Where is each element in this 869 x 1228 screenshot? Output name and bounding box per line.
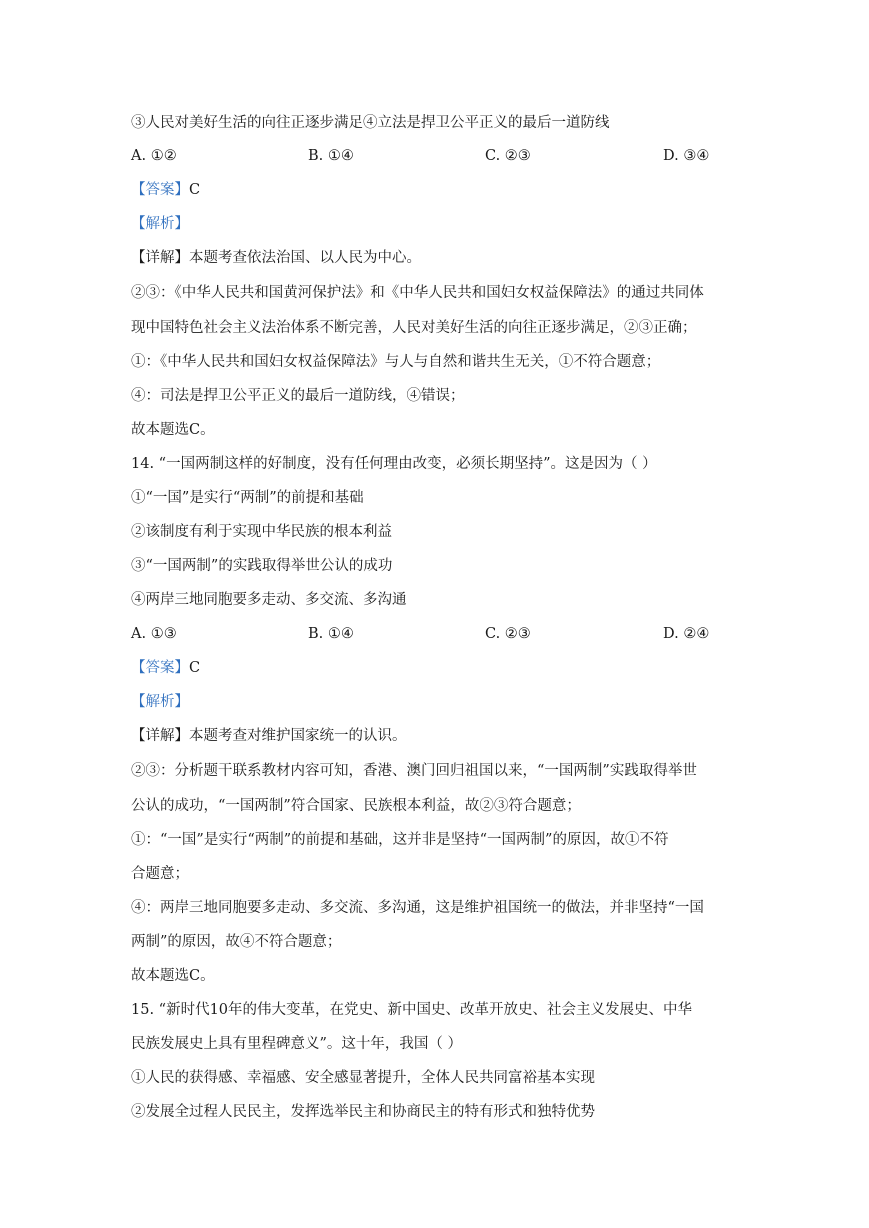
q13-detail bbox=[131, 248, 421, 268]
q13-option-c[interactable]: C. ②③ bbox=[485, 148, 531, 164]
q14-explanation-line-2: 公认的成功，“一国两制”符合国家、民族根本利益，故②③符合题意； bbox=[131, 798, 581, 814]
q13-explanation-line-3: ①：《中华人民共和国妇女权益保障法》与人与自然和谐共生无关，①不符合题意； bbox=[131, 354, 661, 370]
q14-answer-value: C bbox=[189, 660, 201, 676]
q14-explanation-line-1: ②③：分析题干联系教材内容可知，香港、澳门回归祖国以来，“一国两制”实践取得举世 bbox=[131, 763, 697, 779]
q13-answer-value: C bbox=[189, 182, 201, 198]
q15-statement-1: ①人民的获得感、幸福感、安全感显著提升，全体人民共同富裕基本实现 bbox=[131, 1070, 595, 1086]
q14-question: 14. “一国两制这样的好制度，没有任何理由改变，必须长期坚持”。这是因为（ ） bbox=[131, 456, 657, 472]
q14-option-a[interactable]: A. ①③ bbox=[131, 626, 177, 642]
q13-detail-text: 本题考查依法治国、以人民为中心。 bbox=[189, 250, 421, 266]
q14-option-b[interactable]: B. ①④ bbox=[308, 626, 354, 642]
q15-statement-2: ②发展全过程人民民主，发挥选举民主和协商民主的特有形式和独特优势 bbox=[131, 1104, 595, 1120]
q14-explanation-line-3: ①：“一国”是实行“两制”的前提和基础，这并非是坚持“一国两制”的原因，故①不符 bbox=[131, 832, 669, 848]
q14-answer bbox=[131, 658, 200, 678]
q13-answer bbox=[131, 180, 200, 200]
q13-explanation-line-4: ④：司法是捍卫公平正义的最后一道防线，④错误； bbox=[131, 388, 465, 404]
q14-detail bbox=[131, 726, 407, 746]
q15-question-line-1: 15. “新时代10年的伟大变革，在党史、新中国史、改革开放史、社会主义发展史、中华 bbox=[131, 1002, 693, 1018]
q14-option-d[interactable]: D. ②④ bbox=[663, 626, 710, 642]
q14-answer-label: 【答案】 bbox=[131, 660, 189, 676]
q13-explanation-line-1: ②③：《中华人民共和国黄河保护法》和《中华人民共和国妇女权益保障法》的通过共同体 bbox=[131, 285, 704, 301]
q14-statement-4: ④两岸三地同胞要多走动、多交流、多沟通 bbox=[131, 592, 407, 608]
q14-explanation-line-6: 两制”的原因，故④不符合题意； bbox=[131, 934, 342, 950]
q13-answer-label: 【答案】 bbox=[131, 182, 189, 198]
q14-statement-3: ③“一国两制”的实践取得举世公认的成功 bbox=[131, 558, 393, 574]
q13-explanation-line-2: 现中国特色社会主义法治体系不断完善，人民对美好生活的向往正逐步满足，②③正确； bbox=[131, 320, 697, 336]
q13-analysis-label: 【解析】 bbox=[131, 216, 189, 232]
q14-explanation-line-4: 合题意； bbox=[131, 866, 189, 882]
q14-analysis-label: 【解析】 bbox=[131, 694, 189, 710]
q13-conclusion: 故本题选C。 bbox=[131, 422, 215, 438]
q14-explanation-line-5: ④：两岸三地同胞要多走动、多交流、多沟通，这是维护祖国统一的做法，并非坚持“一国 bbox=[131, 900, 704, 916]
q14-statement-2: ②该制度有利于实现中华民族的根本利益 bbox=[131, 524, 392, 540]
q13-option-b[interactable]: B. ①④ bbox=[308, 148, 354, 164]
q13-statement-3-4: ③人民对美好生活的向往正逐步满足④立法是捍卫公平正义的最后一道防线 bbox=[131, 115, 610, 131]
q14-detail-label: 【详解】 bbox=[131, 728, 189, 744]
q14-statement-1: ①“一国”是实行“两制”的前提和基础 bbox=[131, 490, 364, 506]
q13-option-d[interactable]: D. ③④ bbox=[663, 148, 710, 164]
q14-conclusion: 故本题选C。 bbox=[131, 968, 215, 984]
q15-question-line-2: 民族发展史上具有里程碑意义”。这十年，我国（ ） bbox=[131, 1036, 463, 1052]
q14-option-c[interactable]: C. ②③ bbox=[485, 626, 531, 642]
q14-detail-text: 本题考查对维护国家统一的认识。 bbox=[189, 728, 407, 744]
q13-detail-label: 【详解】 bbox=[131, 250, 189, 266]
q13-option-a[interactable]: A. ①② bbox=[131, 148, 177, 164]
